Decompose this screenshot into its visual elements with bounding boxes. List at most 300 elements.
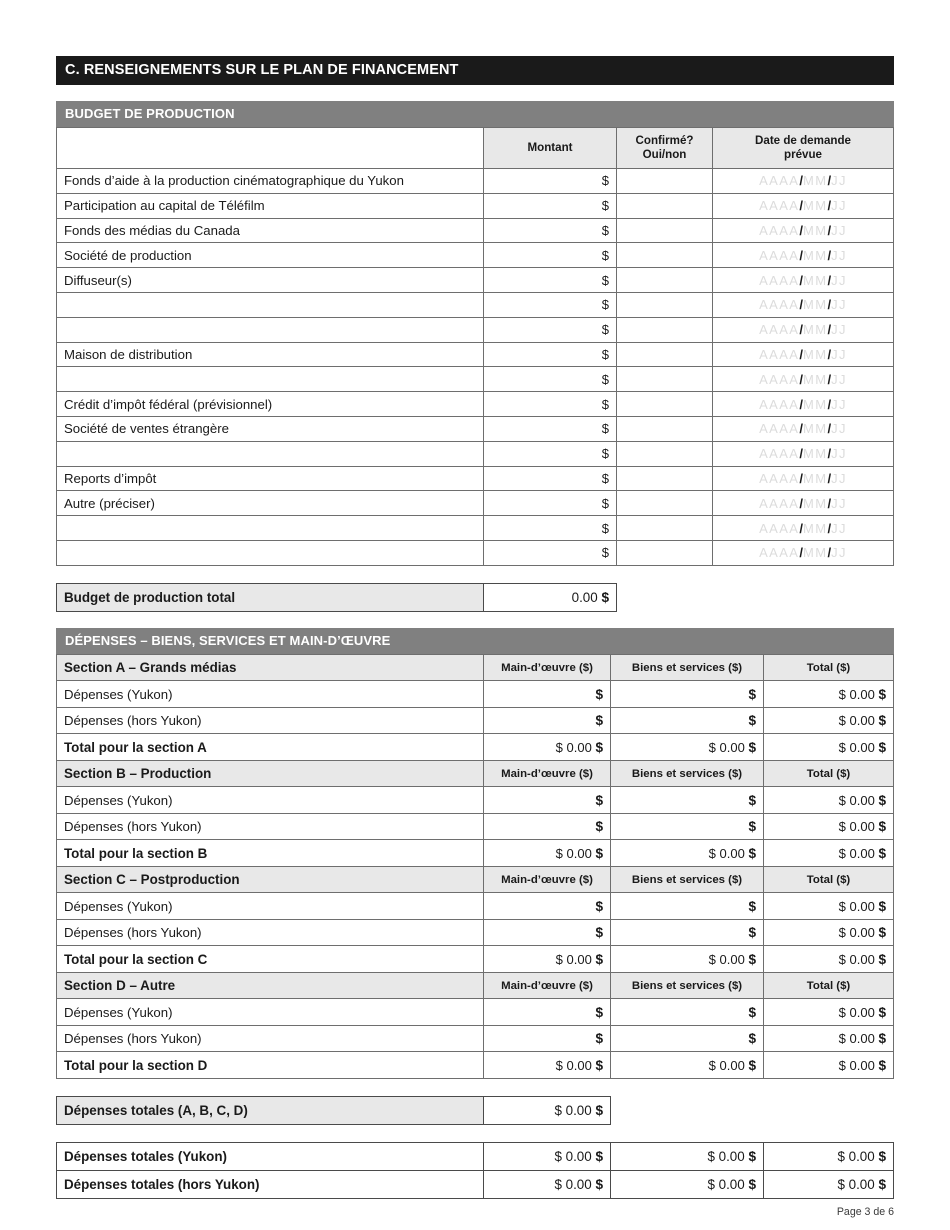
- date-year-placeholder: AAAA: [759, 495, 800, 511]
- expenses-row-label: Dépenses (hors Yukon): [57, 1025, 484, 1052]
- currency-icon: $: [595, 1148, 603, 1164]
- expenses-section-heading: Section A – Grands médias: [57, 654, 484, 681]
- expenses-section-total-total: [764, 734, 894, 761]
- amount-value: $ 0.00: [708, 739, 745, 755]
- budget-confirme-field[interactable]: [617, 441, 713, 466]
- date-day-placeholder: JJ: [831, 446, 847, 462]
- currency-icon: $: [748, 686, 756, 702]
- table-row: [57, 193, 894, 218]
- currency-icon: $: [595, 925, 603, 940]
- expenses-col-header-labour: Main-d’œuvre ($): [484, 866, 611, 893]
- date-year-placeholder: AAAA: [759, 222, 800, 238]
- date-separator-icon: /: [827, 346, 832, 362]
- date-day-placeholder: JJ: [831, 198, 847, 214]
- table-row: [57, 787, 894, 814]
- expenses-total-field: [764, 1025, 894, 1052]
- currency-icon: $: [595, 951, 603, 967]
- expenses-goods-field[interactable]: [611, 1025, 764, 1052]
- budget-total-value: [484, 583, 617, 611]
- budget-confirme-field[interactable]: [617, 540, 713, 565]
- budget-header-label: [57, 128, 484, 169]
- budget-date-field[interactable]: [713, 491, 894, 516]
- date-separator-icon: /: [799, 272, 803, 288]
- expenses-section-total-goods: [611, 734, 764, 761]
- date-month-placeholder: MM: [803, 446, 828, 462]
- expenses-table-title: DÉPENSES – BIENS, SERVICES ET MAIN-D’ŒUVRE: [56, 628, 894, 654]
- currency-icon: $: [878, 1031, 886, 1046]
- date-day-placeholder: JJ: [831, 297, 847, 313]
- budget-confirme-field[interactable]: [617, 516, 713, 541]
- expenses-total-field: [764, 681, 894, 708]
- currency-icon: $: [595, 819, 603, 834]
- budget-table-body: [57, 169, 894, 566]
- expenses-total-field: [764, 787, 894, 814]
- expenses-labour-field[interactable]: [484, 707, 611, 734]
- budget-montant-field[interactable]: $: [484, 466, 617, 491]
- date-year-placeholder: AAAA: [759, 470, 800, 486]
- amount-value: $ 0.00: [838, 792, 875, 808]
- currency-icon: $: [878, 925, 886, 940]
- budget-montant-field[interactable]: $: [484, 317, 617, 342]
- expenses-section-total-row: [57, 840, 894, 867]
- date-year-placeholder: AAAA: [759, 272, 800, 288]
- expenses-section-total-label: Total pour la section C: [57, 946, 484, 973]
- budget-confirme-field[interactable]: [617, 367, 713, 392]
- budget-header-confirme-line1: Confirmé?: [635, 134, 694, 147]
- budget-row-label: [57, 292, 484, 317]
- date-separator-icon: /: [799, 545, 803, 561]
- budget-header-confirme: [617, 128, 713, 169]
- expenses-row-label: Dépenses (hors Yukon): [57, 813, 484, 840]
- amount-value: $ 0.00: [838, 845, 875, 861]
- expenses-goods-field[interactable]: [611, 681, 764, 708]
- date-month-placeholder: MM: [803, 495, 828, 511]
- date-month-placeholder: MM: [803, 346, 828, 362]
- budget-confirme-field[interactable]: [617, 193, 713, 218]
- budget-total-label: Budget de production total: [57, 583, 484, 611]
- date-day-placeholder: JJ: [831, 346, 847, 362]
- expenses-goods-field[interactable]: [611, 919, 764, 946]
- budget-date-field[interactable]: [713, 268, 894, 293]
- amount-value: $ 0.00: [554, 1148, 592, 1164]
- budget-date-field[interactable]: [713, 416, 894, 441]
- budget-header-date: [713, 128, 894, 169]
- expenses-section-total-labour: [484, 840, 611, 867]
- amount-value: $ 0.00: [838, 898, 875, 914]
- expenses-table: [56, 654, 894, 1079]
- date-month-placeholder: MM: [803, 520, 828, 536]
- location-total-label: Dépenses totales (hors Yukon): [57, 1170, 484, 1198]
- expenses-labour-field[interactable]: [484, 813, 611, 840]
- budget-date-field[interactable]: [713, 540, 894, 565]
- grand-total-amount: $ 0.00: [554, 1102, 592, 1118]
- date-separator-icon: /: [827, 520, 832, 536]
- date-separator-icon: /: [827, 322, 832, 338]
- budget-montant-field[interactable]: $: [484, 268, 617, 293]
- budget-montant-field[interactable]: $: [484, 540, 617, 565]
- expenses-labour-field[interactable]: [484, 999, 611, 1026]
- spacer: [56, 612, 894, 628]
- date-day-placeholder: JJ: [831, 396, 847, 412]
- currency-icon: $: [878, 1148, 886, 1164]
- amount-value: $ 0.00: [838, 1004, 875, 1020]
- expenses-section-total-label: Total pour la section A: [57, 734, 484, 761]
- table-row: [57, 813, 894, 840]
- budget-date-field[interactable]: [713, 392, 894, 417]
- table-row: [57, 292, 894, 317]
- budget-confirme-field[interactable]: [617, 243, 713, 268]
- page-footer: Page 3 de 6: [836, 1205, 894, 1218]
- date-separator-icon: /: [799, 371, 803, 387]
- currency-icon: $: [748, 925, 756, 940]
- expenses-section-total-label: Total pour la section B: [57, 840, 484, 867]
- date-day-placeholder: JJ: [831, 272, 847, 288]
- expenses-labour-field[interactable]: [484, 681, 611, 708]
- amount-value: $ 0.00: [708, 1057, 745, 1073]
- expenses-total-field: [764, 813, 894, 840]
- amount-value: $ 0.00: [708, 845, 745, 861]
- budget-montant-field[interactable]: $: [484, 243, 617, 268]
- expenses-section-total-row: [57, 1052, 894, 1079]
- budget-date-field[interactable]: [713, 466, 894, 491]
- budget-confirme-field[interactable]: [617, 218, 713, 243]
- date-year-placeholder: AAAA: [759, 173, 800, 189]
- table-row: [57, 268, 894, 293]
- currency-icon: $: [878, 792, 886, 808]
- budget-montant-field[interactable]: $: [484, 441, 617, 466]
- date-year-placeholder: AAAA: [759, 396, 800, 412]
- budget-total-row: [57, 583, 617, 611]
- date-year-placeholder: AAAA: [759, 371, 800, 387]
- date-separator-icon: /: [827, 297, 832, 313]
- grand-total-value: [484, 1096, 611, 1124]
- currency-icon: $: [748, 1057, 756, 1073]
- currency-icon: $: [748, 1148, 756, 1164]
- expenses-row-label: Dépenses (Yukon): [57, 893, 484, 920]
- currency-icon: $: [878, 951, 886, 967]
- date-separator-icon: /: [799, 446, 803, 462]
- date-day-placeholder: JJ: [831, 520, 847, 536]
- date-month-placeholder: MM: [803, 421, 828, 437]
- currency-icon: $: [595, 1004, 603, 1020]
- date-month-placeholder: MM: [803, 222, 828, 238]
- budget-date-field[interactable]: [713, 342, 894, 367]
- date-separator-icon: /: [799, 470, 803, 486]
- date-year-placeholder: AAAA: [759, 520, 800, 536]
- location-total-total: [764, 1142, 894, 1170]
- date-month-placeholder: MM: [803, 470, 828, 486]
- budget-date-field[interactable]: [713, 218, 894, 243]
- budget-montant-field[interactable]: $: [484, 292, 617, 317]
- amount-value: $ 0.00: [837, 1176, 875, 1192]
- date-month-placeholder: MM: [803, 198, 828, 214]
- date-separator-icon: /: [827, 545, 832, 561]
- budget-date-field[interactable]: [713, 516, 894, 541]
- section-c-banner: C. RENSEIGNEMENTS SUR LE PLAN DE FINANCEMENT: [56, 56, 894, 85]
- expenses-row-label: Dépenses (hors Yukon): [57, 919, 484, 946]
- expenses-col-header-total: Total ($): [764, 866, 894, 893]
- date-separator-icon: /: [799, 421, 803, 437]
- budget-header-date-line1: Date de demande: [755, 134, 851, 147]
- budget-header-row: [57, 128, 894, 169]
- expenses-section-total-goods: [611, 840, 764, 867]
- expenses-row-label: Dépenses (Yukon): [57, 681, 484, 708]
- date-month-placeholder: MM: [803, 545, 828, 561]
- table-row: [57, 342, 894, 367]
- budget-date-field[interactable]: [713, 243, 894, 268]
- budget-confirme-field[interactable]: [617, 416, 713, 441]
- budget-row-label: Maison de distribution: [57, 342, 484, 367]
- amount-value: $ 0.00: [707, 1176, 745, 1192]
- amount-value: $ 0.00: [555, 845, 592, 861]
- budget-row-label: Société de ventes étrangère: [57, 416, 484, 441]
- budget-row-label: Diffuseur(s): [57, 268, 484, 293]
- budget-row-label: Crédit d’impôt fédéral (prévisionnel): [57, 392, 484, 417]
- expenses-section-header-row: [57, 760, 894, 787]
- date-separator-icon: /: [827, 446, 832, 462]
- expenses-col-header-total: Total ($): [764, 760, 894, 787]
- date-day-placeholder: JJ: [831, 247, 847, 263]
- expenses-section-header-row: [57, 866, 894, 893]
- date-separator-icon: /: [799, 520, 803, 536]
- expenses-goods-field[interactable]: [611, 787, 764, 814]
- budget-montant-field[interactable]: $: [484, 169, 617, 194]
- amount-value: $ 0.00: [555, 739, 592, 755]
- grand-total-strip: [56, 1096, 611, 1125]
- budget-row-label: [57, 317, 484, 342]
- grand-total-currency-icon: $: [595, 1102, 603, 1118]
- date-day-placeholder: JJ: [831, 173, 847, 189]
- table-row: [57, 441, 894, 466]
- currency-icon: $: [595, 739, 603, 755]
- form-page: [56, 0, 894, 1218]
- date-year-placeholder: AAAA: [759, 446, 800, 462]
- budget-row-label: [57, 540, 484, 565]
- date-day-placeholder: JJ: [831, 371, 847, 387]
- budget-table: [56, 127, 894, 566]
- budget-confirme-field[interactable]: [617, 491, 713, 516]
- expenses-total-field: [764, 707, 894, 734]
- currency-icon: $: [595, 686, 603, 702]
- budget-confirme-field[interactable]: [617, 342, 713, 367]
- location-total-goods: [611, 1170, 764, 1198]
- date-day-placeholder: JJ: [831, 495, 847, 511]
- currency-icon: $: [595, 713, 603, 728]
- budget-total-strip: [56, 583, 617, 612]
- currency-icon: $: [878, 1176, 886, 1192]
- date-day-placeholder: JJ: [831, 222, 847, 238]
- table-row: [57, 392, 894, 417]
- currency-icon: $: [748, 713, 756, 728]
- budget-header-montant: Montant: [484, 128, 617, 169]
- budget-montant-field[interactable]: $: [484, 491, 617, 516]
- currency-icon: $: [595, 1031, 603, 1046]
- budget-row-label: Participation au capital de Téléfilm: [57, 193, 484, 218]
- expenses-col-header-goods: Biens et services ($): [611, 866, 764, 893]
- expenses-goods-field[interactable]: [611, 893, 764, 920]
- expenses-section-total-goods: [611, 1052, 764, 1079]
- expenses-col-header-goods: Biens et services ($): [611, 654, 764, 681]
- budget-row-label: [57, 516, 484, 541]
- budget-montant-field[interactable]: $: [484, 342, 617, 367]
- table-row: [57, 491, 894, 516]
- date-separator-icon: /: [827, 198, 832, 214]
- amount-value: $ 0.00: [838, 739, 875, 755]
- currency-icon: $: [878, 1004, 886, 1020]
- amount-value: $ 0.00: [838, 686, 875, 702]
- expenses-section-total-total: [764, 1052, 894, 1079]
- expenses-section-total-label: Total pour la section D: [57, 1052, 484, 1079]
- expenses-section-heading: Section B – Production: [57, 760, 484, 787]
- budget-row-label: [57, 441, 484, 466]
- budget-date-field[interactable]: [713, 317, 894, 342]
- date-separator-icon: /: [799, 222, 803, 238]
- budget-date-field[interactable]: [713, 367, 894, 392]
- budget-total-amount: 0.00: [571, 589, 598, 605]
- budget-montant-field[interactable]: $: [484, 193, 617, 218]
- expenses-col-header-goods: Biens et services ($): [611, 972, 764, 999]
- date-month-placeholder: MM: [803, 247, 828, 263]
- table-row: [57, 681, 894, 708]
- budget-date-field[interactable]: [713, 441, 894, 466]
- expenses-goods-field[interactable]: [611, 707, 764, 734]
- location-total-label: Dépenses totales (Yukon): [57, 1142, 484, 1170]
- expenses-labour-field[interactable]: [484, 1025, 611, 1052]
- date-separator-icon: /: [799, 297, 803, 313]
- expenses-section-total-total: [764, 840, 894, 867]
- expenses-labour-field[interactable]: [484, 893, 611, 920]
- location-total-row: [57, 1170, 894, 1198]
- expenses-col-header-total: Total ($): [764, 972, 894, 999]
- expenses-labour-field[interactable]: [484, 919, 611, 946]
- location-totals-table: [56, 1142, 894, 1199]
- currency-icon: $: [595, 1057, 603, 1073]
- budget-row-label: Fonds d’aide à la production cinématographique du Yukon: [57, 169, 484, 194]
- expenses-col-header-total: Total ($): [764, 654, 894, 681]
- budget-confirme-field[interactable]: [617, 392, 713, 417]
- currency-icon: $: [878, 739, 886, 755]
- budget-header-date-line2: prévue: [783, 148, 823, 161]
- budget-confirme-field[interactable]: [617, 317, 713, 342]
- budget-header-confirme-line2: Oui/non: [642, 148, 687, 161]
- expenses-goods-field[interactable]: [611, 999, 764, 1026]
- date-month-placeholder: MM: [803, 173, 828, 189]
- currency-icon: $: [748, 1176, 756, 1192]
- budget-row-label: [57, 367, 484, 392]
- currency-icon: $: [878, 845, 886, 861]
- amount-value: $ 0.00: [838, 713, 875, 728]
- expenses-section-heading: Section C – Postproduction: [57, 866, 484, 893]
- budget-confirme-field[interactable]: [617, 292, 713, 317]
- date-separator-icon: /: [827, 247, 832, 263]
- date-separator-icon: /: [827, 173, 832, 189]
- table-row: [57, 999, 894, 1026]
- budget-montant-field[interactable]: $: [484, 367, 617, 392]
- date-year-placeholder: AAAA: [759, 247, 800, 263]
- budget-montant-field[interactable]: $: [484, 218, 617, 243]
- expenses-section-heading: Section D – Autre: [57, 972, 484, 999]
- date-year-placeholder: AAAA: [759, 297, 800, 313]
- amount-value: $ 0.00: [554, 1176, 592, 1192]
- expenses-section-total-labour: [484, 734, 611, 761]
- budget-montant-field[interactable]: $: [484, 516, 617, 541]
- currency-icon: $: [748, 819, 756, 834]
- table-row: [57, 169, 894, 194]
- date-year-placeholder: AAAA: [759, 322, 800, 338]
- date-month-placeholder: MM: [803, 297, 828, 313]
- budget-confirme-field[interactable]: [617, 466, 713, 491]
- amount-value: $ 0.00: [838, 1057, 875, 1073]
- currency-icon: $: [595, 792, 603, 808]
- date-day-placeholder: JJ: [831, 322, 847, 338]
- date-day-placeholder: JJ: [831, 470, 847, 486]
- location-total-total: [764, 1170, 894, 1198]
- date-separator-icon: /: [799, 495, 803, 511]
- date-separator-icon: /: [827, 371, 832, 387]
- location-total-goods: [611, 1142, 764, 1170]
- budget-total-currency-icon: $: [601, 589, 609, 605]
- date-separator-icon: /: [827, 470, 832, 486]
- date-separator-icon: /: [799, 198, 803, 214]
- currency-icon: $: [595, 845, 603, 861]
- table-row: [57, 367, 894, 392]
- expenses-col-header-goods: Biens et services ($): [611, 760, 764, 787]
- budget-confirme-field[interactable]: [617, 169, 713, 194]
- amount-value: $ 0.00: [837, 1148, 875, 1164]
- expenses-section-total-labour: [484, 946, 611, 973]
- currency-icon: $: [878, 819, 886, 834]
- date-year-placeholder: AAAA: [759, 421, 800, 437]
- expenses-total-field: [764, 893, 894, 920]
- currency-icon: $: [878, 713, 886, 728]
- table-row: [57, 516, 894, 541]
- grand-total-row: [57, 1096, 611, 1124]
- budget-date-field[interactable]: [713, 193, 894, 218]
- expenses-total-field: [764, 919, 894, 946]
- spacer: [56, 85, 894, 101]
- budget-row-label: Reports d’impôt: [57, 466, 484, 491]
- currency-icon: $: [595, 1176, 603, 1192]
- table-row: [57, 707, 894, 734]
- amount-value: $ 0.00: [838, 1031, 875, 1046]
- budget-date-field[interactable]: [713, 292, 894, 317]
- date-separator-icon: /: [799, 322, 803, 338]
- amount-value: $ 0.00: [555, 951, 592, 967]
- expenses-labour-field[interactable]: [484, 787, 611, 814]
- expenses-section-total-row: [57, 946, 894, 973]
- expenses-goods-field[interactable]: [611, 813, 764, 840]
- expenses-section-total-labour: [484, 1052, 611, 1079]
- date-separator-icon: /: [827, 495, 832, 511]
- table-row: [57, 218, 894, 243]
- grand-total-label: Dépenses totales (A, B, C, D): [57, 1096, 484, 1124]
- location-total-row: [57, 1142, 894, 1170]
- date-separator-icon: /: [799, 396, 803, 412]
- budget-confirme-field[interactable]: [617, 268, 713, 293]
- date-separator-icon: /: [799, 346, 803, 362]
- budget-montant-field[interactable]: $: [484, 392, 617, 417]
- expenses-table-body: [57, 654, 894, 1078]
- date-month-placeholder: MM: [803, 396, 828, 412]
- budget-date-field[interactable]: [713, 169, 894, 194]
- table-row: [57, 317, 894, 342]
- location-total-labour: [484, 1142, 611, 1170]
- expenses-col-header-labour: Main-d’œuvre ($): [484, 654, 611, 681]
- date-separator-icon: /: [827, 421, 832, 437]
- budget-montant-field[interactable]: $: [484, 416, 617, 441]
- expenses-section-header-row: [57, 654, 894, 681]
- expenses-col-header-labour: Main-d’œuvre ($): [484, 760, 611, 787]
